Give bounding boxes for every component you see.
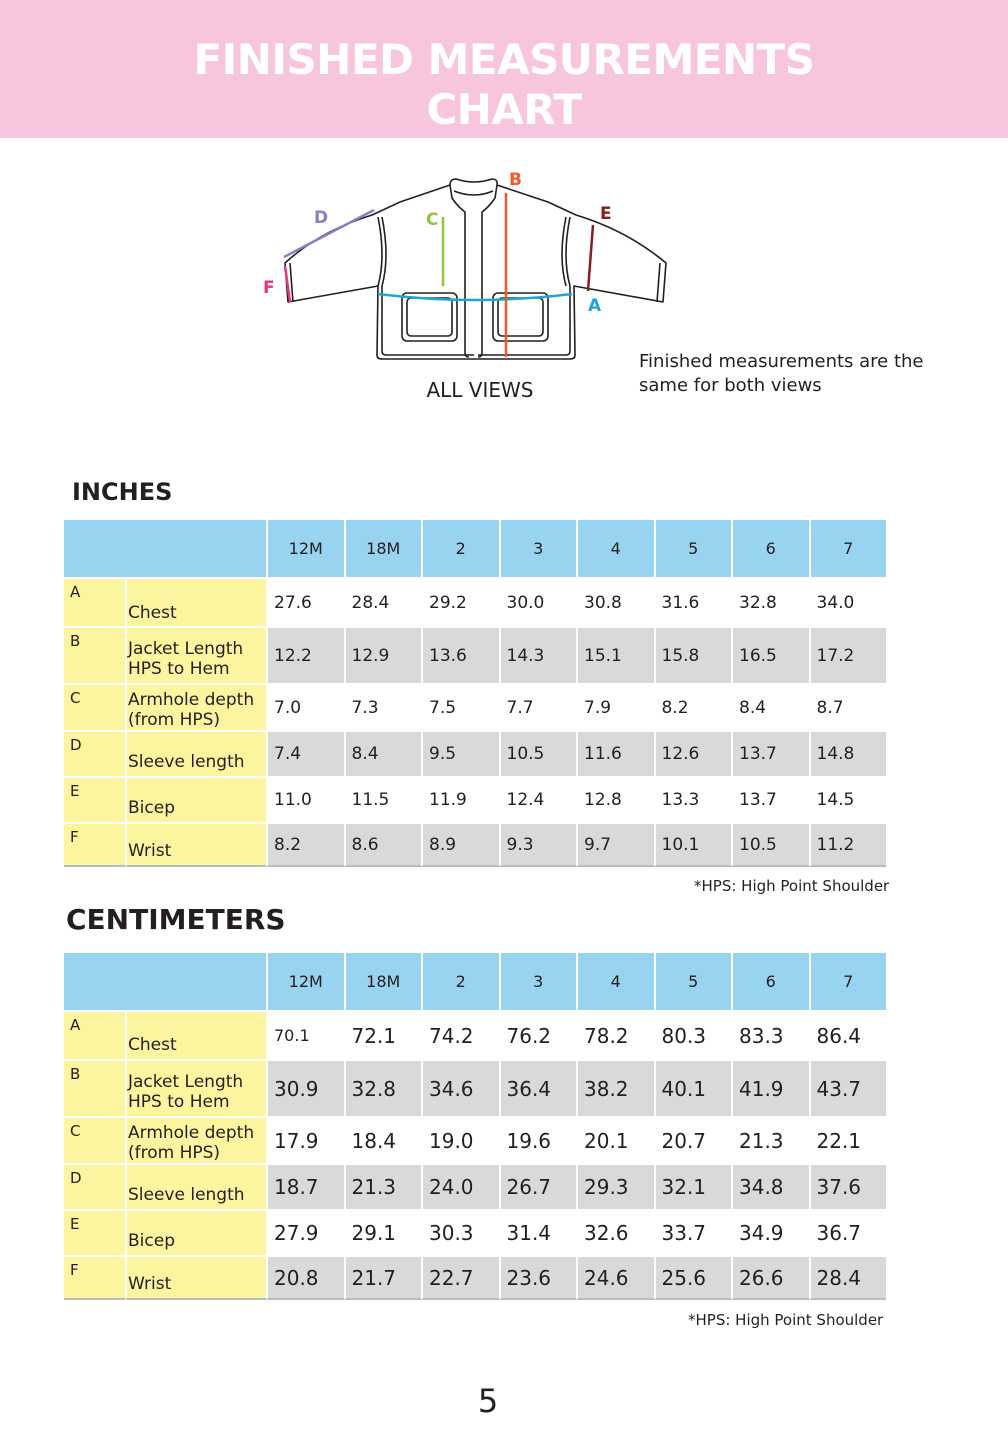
row-name: Chest	[125, 1010, 266, 1059]
table-cell: 9.3	[499, 822, 577, 867]
row-letter: F	[64, 822, 125, 867]
table-cell: 30.0	[499, 577, 577, 626]
table-cell: 10.5	[499, 730, 577, 776]
table-cell: 34.8	[731, 1163, 809, 1209]
header-corner	[64, 520, 266, 577]
table-cell: 15.8	[654, 626, 732, 683]
table-cell: 13.6	[421, 626, 499, 683]
size-header: 5	[654, 520, 732, 577]
row-name: Armhole depth (from HPS)	[125, 683, 266, 730]
table-cell: 32.8	[731, 577, 809, 626]
row-letter: B	[64, 1059, 125, 1116]
table-cell: 43.7	[809, 1059, 887, 1116]
table-cell: 25.6	[654, 1255, 732, 1300]
row-name: Chest	[125, 577, 266, 626]
table-cell: 76.2	[499, 1010, 577, 1059]
size-header: 18M	[344, 953, 422, 1010]
table-cell: 7.0	[266, 683, 344, 730]
row-name: Jacket Length HPS to Hem	[125, 626, 266, 683]
table-cell: 70.1	[266, 1010, 344, 1059]
table-row	[64, 822, 886, 867]
views-note: Finished measurements are the same for both views	[639, 351, 924, 396]
label-e: E	[600, 204, 612, 224]
size-header: 5	[654, 953, 732, 1010]
size-header: 7	[809, 520, 887, 577]
table-cell: 7.4	[266, 730, 344, 776]
table-cell: 24.6	[576, 1255, 654, 1300]
table-cell: 10.1	[654, 822, 732, 867]
table-cell: 83.3	[731, 1010, 809, 1059]
table-cell: 17.9	[266, 1116, 344, 1163]
table-row	[64, 1255, 886, 1300]
table-row	[64, 683, 886, 730]
table-cell: 31.6	[654, 577, 732, 626]
table-cell: 12.8	[576, 776, 654, 822]
table-cell: 12.4	[499, 776, 577, 822]
table-cell: 78.2	[576, 1010, 654, 1059]
size-header: 18M	[344, 520, 422, 577]
table-cell: 37.6	[809, 1163, 887, 1209]
size-header: 7	[809, 953, 887, 1010]
row-name: Jacket Length HPS to Hem	[125, 1059, 266, 1116]
table-cell: 86.4	[809, 1010, 887, 1059]
size-header: 3	[499, 953, 577, 1010]
size-header: 12M	[266, 953, 344, 1010]
row-name: Armhole depth (from HPS)	[125, 1116, 266, 1163]
row-letter: A	[64, 1010, 125, 1059]
table-cell: 14.8	[809, 730, 887, 776]
table-cell: 7.7	[499, 683, 577, 730]
table-cell: 34.6	[421, 1059, 499, 1116]
row-letter: C	[64, 683, 125, 730]
table-row	[64, 776, 886, 822]
label-f: F	[263, 278, 275, 298]
table-cell: 7.3	[344, 683, 422, 730]
table-row	[64, 730, 886, 776]
table-cell: 13.3	[654, 776, 732, 822]
inches-heading: INCHES	[72, 478, 173, 506]
row-letter: E	[64, 1209, 125, 1255]
header-corner	[64, 953, 266, 1010]
table-cell: 8.4	[344, 730, 422, 776]
table-cell: 16.5	[731, 626, 809, 683]
table-cell: 34.0	[809, 577, 887, 626]
table-cell: 11.6	[576, 730, 654, 776]
title-banner	[0, 0, 1008, 138]
table-cell: 28.4	[344, 577, 422, 626]
table-cell: 22.7	[421, 1255, 499, 1300]
size-header: 4	[576, 953, 654, 1010]
table-cell: 29.1	[344, 1209, 422, 1255]
table-cell: 28.4	[809, 1255, 887, 1300]
table-cell: 32.1	[654, 1163, 732, 1209]
table-cell: 72.1	[344, 1010, 422, 1059]
table-cell: 18.4	[344, 1116, 422, 1163]
table-cell: 33.7	[654, 1209, 732, 1255]
table-row	[64, 1059, 886, 1116]
table-cell: 15.1	[576, 626, 654, 683]
table-cell: 12.6	[654, 730, 732, 776]
table-cell: 7.9	[576, 683, 654, 730]
centimeters-heading: CENTIMETERS	[66, 903, 286, 936]
row-name: Sleeve length	[125, 1163, 266, 1209]
table-cell: 21.7	[344, 1255, 422, 1300]
jacket-diagram	[260, 165, 690, 370]
table-cell: 41.9	[731, 1059, 809, 1116]
table-row	[64, 1209, 886, 1255]
table-cell: 9.7	[576, 822, 654, 867]
row-letter: B	[64, 626, 125, 683]
size-header: 4	[576, 520, 654, 577]
table-cell: 17.2	[809, 626, 887, 683]
table-cell: 11.5	[344, 776, 422, 822]
row-letter: D	[64, 730, 125, 776]
row-name: Wrist	[125, 822, 266, 867]
size-header: 6	[731, 520, 809, 577]
size-header: 2	[421, 953, 499, 1010]
hps-footnote: *HPS: High Point Shoulder	[694, 877, 890, 895]
label-b: B	[509, 170, 522, 190]
table-cell: 32.8	[344, 1059, 422, 1116]
page-title-line-1: FINISHED MEASUREMENTS	[193, 35, 815, 84]
label-d: D	[314, 208, 329, 228]
table-cell: 24.0	[421, 1163, 499, 1209]
label-a: A	[588, 296, 602, 316]
table-cell: 36.4	[499, 1059, 577, 1116]
row-name: Bicep	[125, 776, 266, 822]
table-row	[64, 1010, 886, 1059]
size-header: 6	[731, 953, 809, 1010]
table-header-row	[64, 953, 886, 1010]
table-cell: 21.3	[731, 1116, 809, 1163]
table-cell: 11.2	[809, 822, 887, 867]
table-cell: 29.3	[576, 1163, 654, 1209]
row-letter: C	[64, 1116, 125, 1163]
table-row	[64, 577, 886, 626]
table-cell: 8.6	[344, 822, 422, 867]
views-caption: ALL VIEWS	[426, 378, 534, 402]
row-name: Wrist	[125, 1255, 266, 1300]
table-cell: 9.5	[421, 730, 499, 776]
table-cell: 26.7	[499, 1163, 577, 1209]
table-cell: 26.6	[731, 1255, 809, 1300]
size-header: 3	[499, 520, 577, 577]
inches-table	[64, 520, 886, 867]
table-row	[64, 1163, 886, 1209]
table-cell: 20.1	[576, 1116, 654, 1163]
table-cell: 11.0	[266, 776, 344, 822]
row-letter: F	[64, 1255, 125, 1300]
sleeve-measure-line	[284, 210, 374, 257]
table-cell: 8.2	[266, 822, 344, 867]
label-c: C	[426, 210, 439, 230]
table-cell: 31.4	[499, 1209, 577, 1255]
table-cell: 29.2	[421, 577, 499, 626]
table-cell: 80.3	[654, 1010, 732, 1059]
row-letter: E	[64, 776, 125, 822]
table-cell: 36.7	[809, 1209, 887, 1255]
row-name: Bicep	[125, 1209, 266, 1255]
table-cell: 8.9	[421, 822, 499, 867]
table-cell: 40.1	[654, 1059, 732, 1116]
table-cell: 12.2	[266, 626, 344, 683]
table-cell: 21.3	[344, 1163, 422, 1209]
table-cell: 8.7	[809, 683, 887, 730]
table-cell: 12.9	[344, 626, 422, 683]
table-cell: 23.6	[499, 1255, 577, 1300]
table-cell: 32.6	[576, 1209, 654, 1255]
table-cell: 27.9	[266, 1209, 344, 1255]
table-cell: 13.7	[731, 730, 809, 776]
table-cell: 18.7	[266, 1163, 344, 1209]
centimeters-table	[64, 953, 886, 1300]
table-cell: 20.7	[654, 1116, 732, 1163]
table-cell: 30.9	[266, 1059, 344, 1116]
size-header: 12M	[266, 520, 344, 577]
page-number: 5	[477, 1382, 499, 1420]
table-header-row	[64, 520, 886, 577]
table-cell: 14.5	[809, 776, 887, 822]
table-cell: 7.5	[421, 683, 499, 730]
table-cell: 74.2	[421, 1010, 499, 1059]
table-cell: 19.6	[499, 1116, 577, 1163]
table-cell: 8.4	[731, 683, 809, 730]
chest-measure-line	[378, 294, 572, 300]
table-row	[64, 1116, 886, 1163]
table-cell: 8.2	[654, 683, 732, 730]
row-name: Sleeve length	[125, 730, 266, 776]
page-title-line-2: CHART	[426, 85, 582, 134]
table-cell: 30.3	[421, 1209, 499, 1255]
table-cell: 22.1	[809, 1116, 887, 1163]
table-cell: 30.8	[576, 577, 654, 626]
size-header: 2	[421, 520, 499, 577]
row-letter: A	[64, 577, 125, 626]
table-cell: 38.2	[576, 1059, 654, 1116]
row-letter: D	[64, 1163, 125, 1209]
table-cell: 20.8	[266, 1255, 344, 1300]
bicep-measure-line	[588, 225, 593, 291]
table-cell: 27.6	[266, 577, 344, 626]
hps-footnote: *HPS: High Point Shoulder	[688, 1311, 884, 1329]
table-row	[64, 626, 886, 683]
table-cell: 13.7	[731, 776, 809, 822]
table-cell: 19.0	[421, 1116, 499, 1163]
table-cell: 14.3	[499, 626, 577, 683]
table-cell: 34.9	[731, 1209, 809, 1255]
table-cell: 11.9	[421, 776, 499, 822]
table-cell: 10.5	[731, 822, 809, 867]
